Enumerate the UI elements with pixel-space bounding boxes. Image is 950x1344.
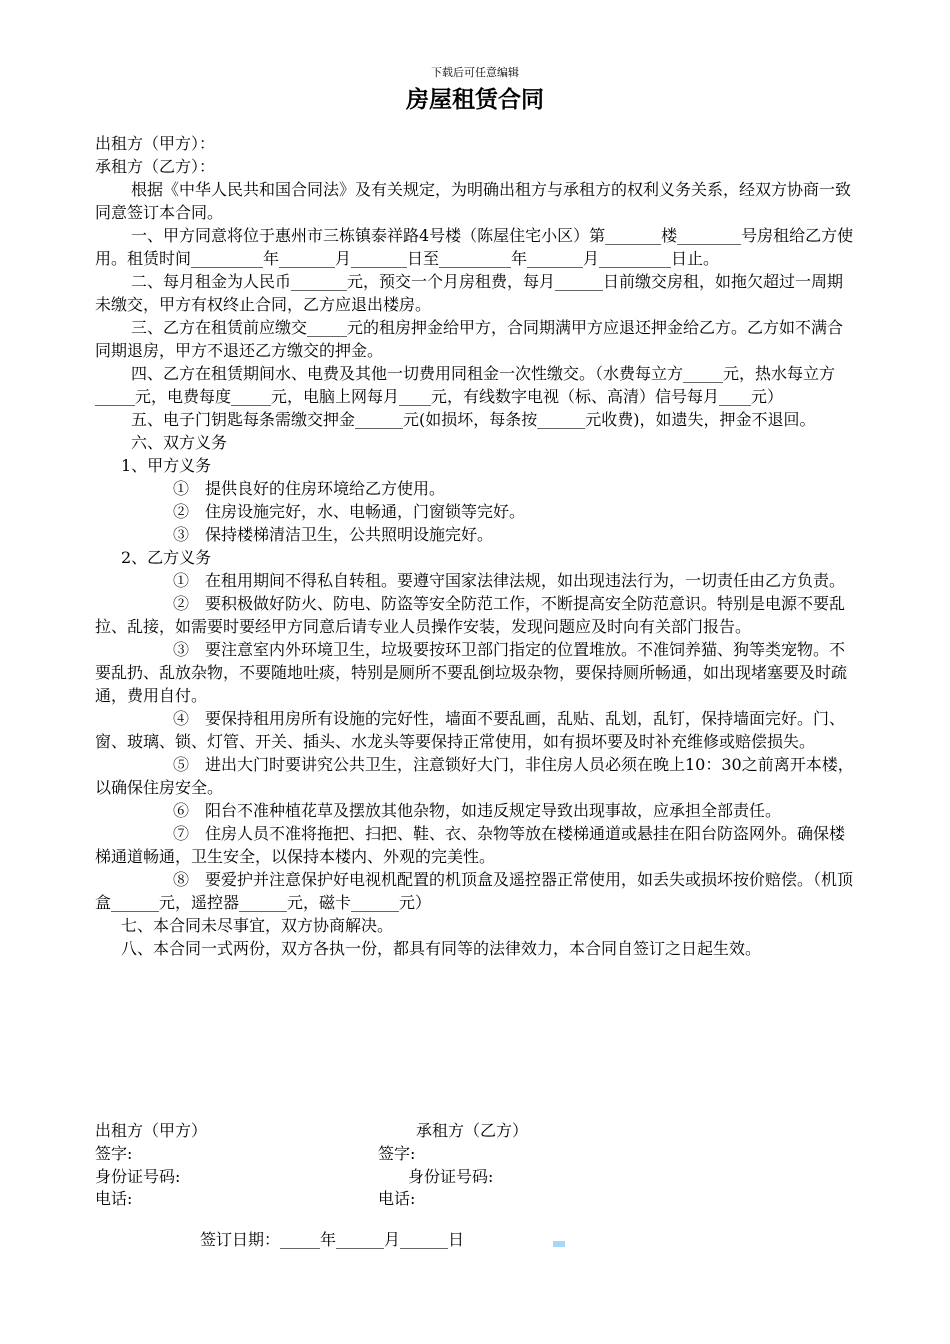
paragraph: 1、甲方义务: [121, 456, 212, 475]
party-a-phone: 电话:: [95, 1189, 133, 1208]
paragraph: ④ 要保持租用房所有设施的完好性，墙面不要乱画，乱贴、乱划，乱钉，保持墙面完好。门、窗、玻璃、锁、灯管、开关、插头、水龙头等要保持正常使用，如有损坏要及时补充维修或赔偿损失。: [95, 709, 846, 751]
paragraph: 出租方（甲方）：: [95, 134, 216, 153]
paragraph: 三、乙方在租赁前应缴交_____元的租房押金给甲方，合同期满甲方应退还押金给乙方。乙方如不满合同期退房，甲方不退还乙方缴交的押金。: [95, 318, 844, 360]
paragraph: 二、每月租金为人民币_______元，预交一个月房租费，每月______日前缴交房租，如拖欠超过一周期未缴交，甲方有权终止合同，乙方应退出楼房。: [95, 272, 844, 314]
party-b-phone: 电话:: [378, 1189, 416, 1208]
cursor-marker: [553, 1241, 565, 1247]
paragraph: ③ 保持楼梯清洁卫生，公共照明设施完好。: [173, 525, 494, 544]
paragraph: ① 提供良好的住房环境给乙方使用。: [173, 479, 446, 498]
paragraph: 四、乙方在租赁期间水、电费及其他一切费用同租金一次性缴交。（水费每立方_____元，热水每立方_____元，电费每度_____元，电脑上网每月____元，有线数字电视（标、高清）信号每月____元）: [95, 364, 836, 406]
party-b-label: 承租方（乙方）: [416, 1121, 529, 1140]
paragraph: 六、双方义务: [131, 433, 228, 452]
party-b-id-number: 身份证号码:: [408, 1167, 494, 1186]
paragraph: ⑤ 进出大门时要讲究公共卫生，注意锁好大门，非住房人员必须在晚上10：30之前离开本楼，以确保住房安全。: [95, 755, 854, 797]
document-title: 房屋租赁合同: [406, 87, 544, 113]
paragraph: ① 在租用期间不得私自转租。要遵守国家法律法规，如出现违法行为，一切责任由乙方负责。: [173, 571, 846, 590]
paragraph: ② 住房设施完好，水、电畅通，门窗锁等完好。: [173, 502, 526, 521]
party-b-signature: 签字:: [378, 1144, 416, 1163]
party-a-id-number: 身份证号码:: [95, 1167, 181, 1186]
paragraph: 五、电子门钥匙每条需缴交押金______元(如损坏，每条按______元收费)，如遗失，押金不退回。: [131, 410, 816, 429]
header-note: 下载后可任意编辑: [431, 66, 519, 79]
paragraph: ⑦ 住房人员不准将拖把、扫把、鞋、衣、杂物等放在楼梯通道或悬挂在阳台防盗网外。确保楼梯通道畅通，卫生安全，以保持本楼内、外观的完美性。: [95, 824, 846, 866]
paragraph: 根据《中华人民共和国合同法》及有关规定，为明确出租方与承租方的权利义务关系，经双方协商一致同意签订本合同。: [95, 180, 852, 222]
paragraph: 一、甲方同意将位于惠州市三栋镇泰祥路4号楼（陈屋住宅小区）第_______楼________号房租给乙方使用。租赁时间_________年_______月_______日至_________年_______月_________日止。: [95, 226, 854, 268]
signing-date: 签订日期：_____年______月______日: [200, 1230, 465, 1249]
party-a-signature: 签字:: [95, 1144, 133, 1163]
paragraph: ③ 要注意室内外环境卫生，垃圾要按环卫部门指定的位置堆放。不准饲养猫、狗等类宠物。不要乱扔、乱放杂物，不要随地吐痰，特别是厕所不要乱倒垃圾杂物，要保持厕所畅通，如出现堵塞要及时疏通，费用自付。: [95, 640, 848, 705]
paragraph: ② 要积极做好防火、防电、防盗等安全防范工作，不断提高安全防范意识。特别是电源不要乱拉、乱接，如需要时要经甲方同意后请专业人员操作安装，发现问题应及时向有关部门报告。: [95, 594, 846, 636]
party-a-label: 出租方（甲方）: [95, 1121, 208, 1140]
paragraph: 八、本合同一式两份，双方各执一份，都具有同等的法律效力，本合同自签订之日起生效。: [121, 939, 762, 958]
contract-body: [95, 132, 855, 960]
paragraph: 七、本合同未尽事宜，双方协商解决。: [121, 916, 394, 935]
paragraph: ⑧ 要爱护并注意保护好电视机配置的机顶盒及遥控器正常使用，如丢失或损坏按价赔偿。（机顶盒______元，遥控器______元，磁卡______元）: [95, 870, 854, 912]
paragraph: ⑥ 阳台不准种植花草及摆放其他杂物，如违反规定导致出现事故，应承担全部责任。: [173, 801, 782, 820]
paragraph: 承租方（乙方）：: [95, 157, 216, 176]
paragraph: 2、乙方义务: [121, 548, 212, 567]
